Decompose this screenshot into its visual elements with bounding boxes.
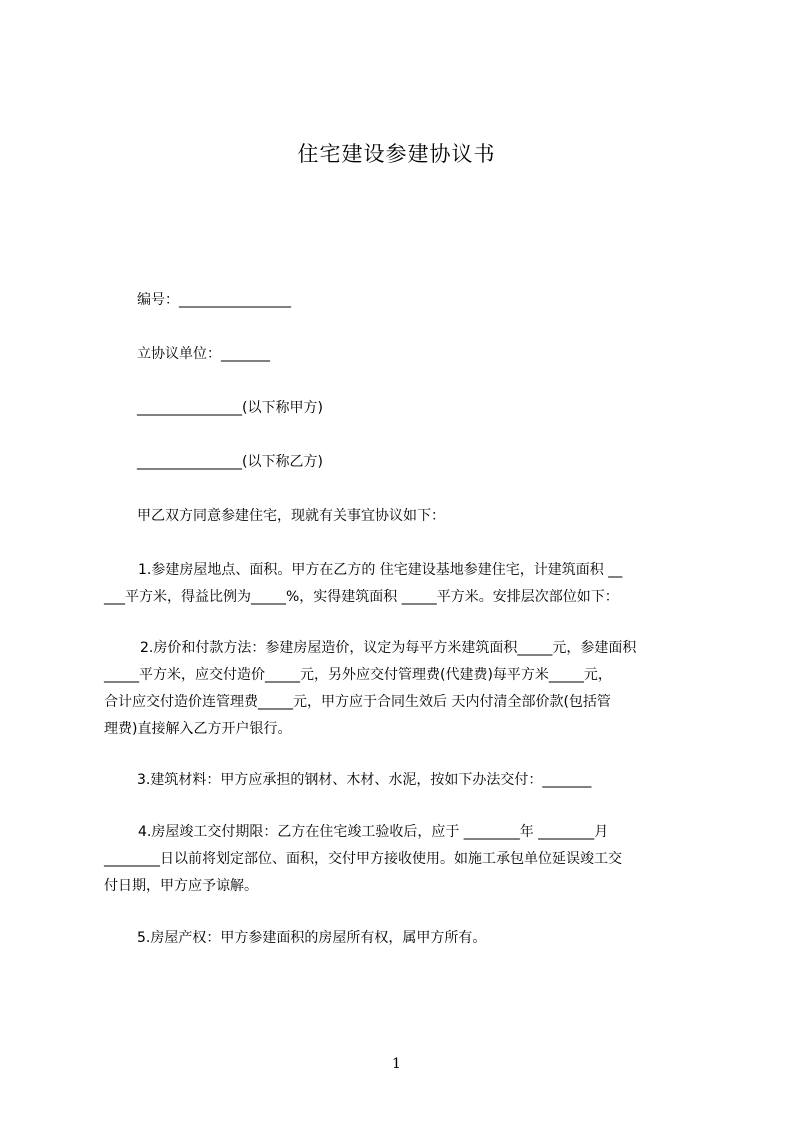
document-title: 住宅建设参建协议书	[297, 142, 496, 166]
intro-paragraph: 甲乙双方同意参建住宅，现就有关事宜协议如下：	[137, 508, 445, 524]
clause-4-line-3: 付日期，甲方应予谅解。	[104, 878, 258, 894]
clause-2-line-2: _____平方米，应交付造价_____元，另外应交付管理费(代建费)每平方米_____元，	[104, 667, 612, 683]
clause-2-line-4: 理费)直接解入乙方开户银行。	[104, 721, 292, 737]
clause-4-line-2: ________日以前将划定部位、面积，交付甲方接收使用。如施工承包单位延误竣工交	[104, 851, 622, 867]
clause-5-line-1: 5.房屋产权：甲方参建面积的房屋所有权，属甲方所有。	[137, 930, 487, 946]
clause-5	[137, 925, 486, 952]
page-number: 1	[392, 1056, 401, 1072]
party-b-field: _______________(以下称乙方)	[137, 454, 323, 470]
clause-3	[137, 767, 591, 794]
clause-2-line-1: 2.房价和付款方法：参建房屋造价，议定为每平方米建筑面积_____元，参建面积	[140, 640, 637, 656]
clause-4-line-1: 4.房屋竣工交付期限：乙方在住宅竣工验收后，应于 ________年 ________月	[138, 824, 609, 840]
agreement-unit-field: 立协议单位：_______	[137, 346, 270, 362]
clause-1	[104, 557, 622, 611]
clause-3-line-1: 3.建筑材料：甲方应承担的钢材、木材、水泥，按如下办法交付：_______	[137, 772, 592, 788]
clause-2	[104, 635, 636, 743]
clause-1-line-1: 1.参建房屋地点、面积。甲方在乙方的 住宅建设基地参建住宅，计建筑面积 __	[138, 562, 623, 578]
clause-1-line-2: ___平方米，得益比例为_____%，实得建筑面积 _____平方米。安排层次部位如下：	[104, 589, 619, 605]
clause-4	[104, 819, 622, 900]
number-field: 编号：________________	[137, 292, 291, 308]
clause-2-line-3: 合计应交付造价连管理费_____元，甲方应于合同生效后 天内付清全部价款(包括管	[104, 694, 611, 710]
party-a-field: _______________(以下称甲方)	[137, 400, 323, 416]
